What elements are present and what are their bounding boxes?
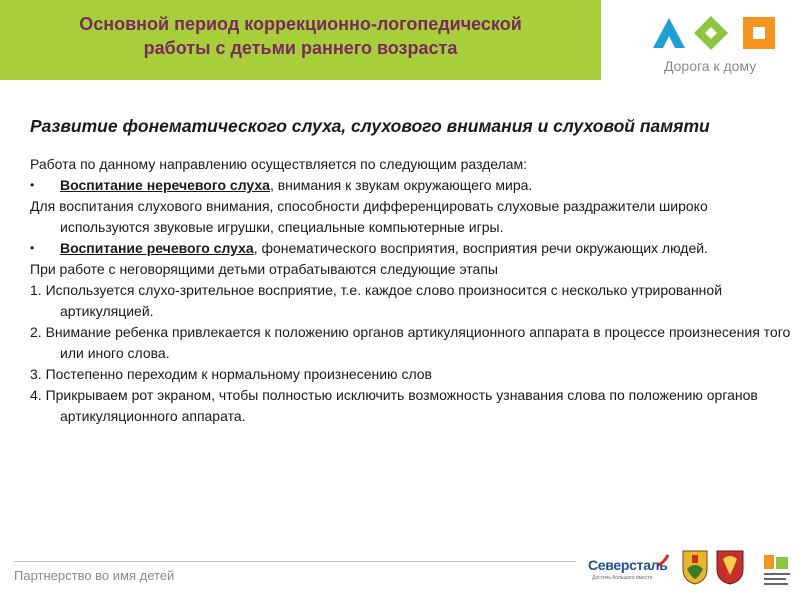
slide-content <box>30 113 792 427</box>
bullet-text: , фонематического восприятия, восприятия речи окружающих людей. <box>253 240 708 256</box>
bullet-emphasis: Воспитание неречевого слуха <box>60 177 270 193</box>
footer-divider <box>14 561 576 562</box>
header-band <box>0 0 601 80</box>
brand-logo-icon <box>650 14 780 54</box>
step-item: 3. Постепенно переходим к нормальному произнесению слов <box>30 366 432 382</box>
intro-paragraph: Работа по данному направлению осуществляется по следующим разделам: <box>30 156 528 172</box>
footer-tagline: Партнерство во имя детей <box>14 568 175 583</box>
section-heading: Развитие фонематического слуха, слухового внимания и слуховой памяти <box>30 116 710 136</box>
bullet-text: , внимания к звукам окружающего мира. <box>269 177 533 193</box>
sponsor-mark-icon <box>656 553 670 567</box>
brand-name: Дорога к дому <box>664 58 757 74</box>
slide-title <box>0 12 601 60</box>
sponsor-slogan: Достичь большего вместе <box>592 575 653 581</box>
brand-logo <box>650 14 780 82</box>
step-item: 1. Используется слухо-зрительное восприятие, т.е. каждое слово произносится с несколько утрированной артикуляцией. <box>30 282 723 319</box>
body-text <box>30 154 792 427</box>
bullet-marker: • <box>30 178 35 192</box>
step-item: 2. Внимание ребенка привлекается к положению органов артикуляционного аппарата в процессе произнесения того или иного слова. <box>30 324 791 361</box>
step-item: 4. Прикрываем рот экраном, чтобы полностью исключить возможность узнавания слова по положению органов артикуляционного аппарата. <box>30 387 758 424</box>
bullet-nonspeech-hearing <box>30 175 792 196</box>
slide-title-line-1: Основной период коррекционно-логопедической <box>79 14 522 34</box>
bullet-speech-hearing <box>30 238 792 259</box>
fund-logo-icon <box>762 553 792 589</box>
sponsor-logo <box>588 553 670 587</box>
regional-crest-icon <box>715 549 745 585</box>
sponsor-name: Северсталь <box>588 557 668 573</box>
bullet-emphasis: Воспитание речевого слуха <box>60 240 254 256</box>
attention-paragraph: Для воспитания слухового внимания, способности дифференцировать слуховые раздражители широко используются звуковые игрушки, специальные компьютерные игры. <box>30 198 708 235</box>
city-crest-icon <box>681 549 709 585</box>
bullet-marker: • <box>30 241 35 255</box>
slide-title-line-2: работы с детьми раннего возраста <box>143 38 458 58</box>
stages-paragraph: При работе с неговорящими детьми отрабатываются следующие этапы <box>30 261 498 277</box>
